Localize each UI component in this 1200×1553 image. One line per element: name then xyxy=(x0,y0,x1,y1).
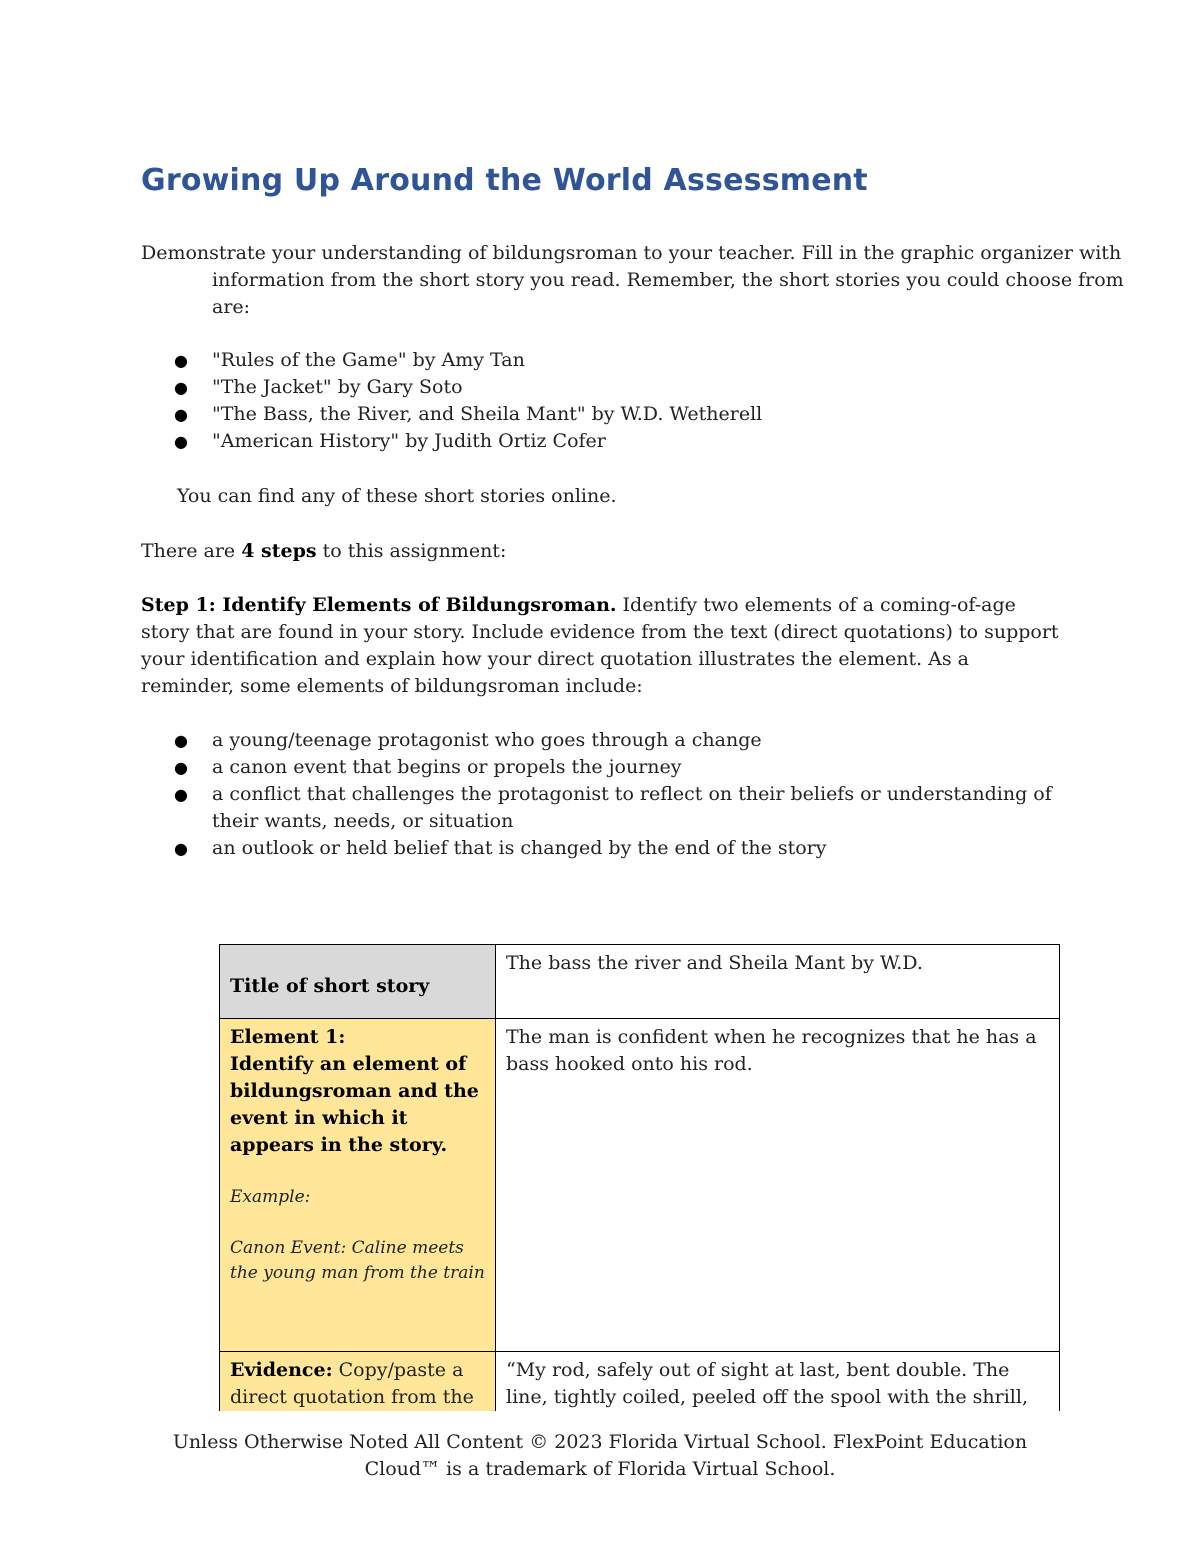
list-item: ● a conflict that challenges the protagonist to reflect on their beliefs or understanding of their wants, needs, or situation xyxy=(174,783,1052,832)
bullet-icon: ● xyxy=(174,731,188,750)
find-note: You can find any of these short stories online. xyxy=(177,485,617,507)
bullet-icon: ● xyxy=(174,758,188,777)
list-item: ● "Rules of the Game" by Amy Tan xyxy=(141,347,1061,374)
bullet-icon: ● xyxy=(174,839,188,858)
step1-heading: Step 1: Identify Elements of Bildungsroman. xyxy=(141,594,617,616)
element1-label: Element 1: xyxy=(230,1026,346,1048)
title-label-cell: Title of short story xyxy=(220,945,496,1019)
table-row xyxy=(220,1019,1060,1352)
list-item: ● an outlook or held belief that is changed by the end of the story xyxy=(141,835,1061,862)
example-label: Example: xyxy=(230,1187,311,1207)
footer xyxy=(0,1429,1200,1483)
steps-intro: There are 4 steps to this assignment: xyxy=(141,540,507,562)
list-item: ● "The Bass, the River, and Sheila Mant" by W.D. Wetherell xyxy=(141,401,1061,428)
list-item: ● a canon event that begins or propels the journey xyxy=(141,754,1061,781)
footer-line1: Unless Otherwise Noted All Content © 2023 Florida Virtual School. FlexPoint Education xyxy=(172,1431,1028,1453)
bullet-icon: ● xyxy=(174,432,188,451)
page-title: Growing Up Around the World Assessment xyxy=(141,163,868,198)
list-item: ● "American History" by Judith Ortiz Cofer xyxy=(141,428,1061,455)
element1-answer-cell[interactable]: The man is confident when he recognizes that he has a bass hooked onto his rod. xyxy=(496,1019,1060,1352)
intro-paragraph: Demonstrate your understanding of bildungsroman to your teacher. Fill in the graphic organizer with information from the short story you read. Remember, the short stories you could choose from are: xyxy=(141,242,1124,318)
evidence-answer-cell[interactable]: “My rod, safely out of sight at last, bent double. The line, tightly coiled, peeled off the spool with the shrill, xyxy=(496,1352,1060,1444)
element1-label-cell xyxy=(220,1019,496,1352)
example-text: Canon Event: Caline meets the young man from the train xyxy=(230,1238,485,1283)
evidence-label-cell: Evidence: Copy/paste a direct quotation from the xyxy=(220,1352,496,1444)
title-answer-cell[interactable]: The bass the river and Sheila Mant by W.D. xyxy=(496,945,1060,1019)
bullet-icon: ● xyxy=(174,351,188,370)
elements-list xyxy=(141,727,1061,862)
graphic-organizer-table xyxy=(219,944,1060,1444)
footer-line2: Cloud™ is a trademark of Florida Virtual School. xyxy=(364,1458,836,1480)
bullet-icon: ● xyxy=(174,405,188,424)
element1-instruction: Identify an element of bildungsroman and the event in which it appears in the story. xyxy=(230,1053,479,1156)
list-item: ● "The Jacket" by Gary Soto xyxy=(141,374,1061,401)
story-list xyxy=(141,347,1061,455)
bullet-icon: ● xyxy=(174,785,188,804)
bullet-icon: ● xyxy=(174,378,188,397)
table-row xyxy=(220,945,1060,1019)
list-item: ● a young/teenage protagonist who goes through a change xyxy=(141,727,1061,754)
step1-paragraph: Step 1: Identify Elements of Bildungsroman. Identify two elements of a coming-of-age story that are found in your story. Include evidence from the text (direct quotations) to support your identification and explain how your direct quotation illustrates the element. As a reminder, some elements of bildungsroman include: xyxy=(141,594,1059,697)
